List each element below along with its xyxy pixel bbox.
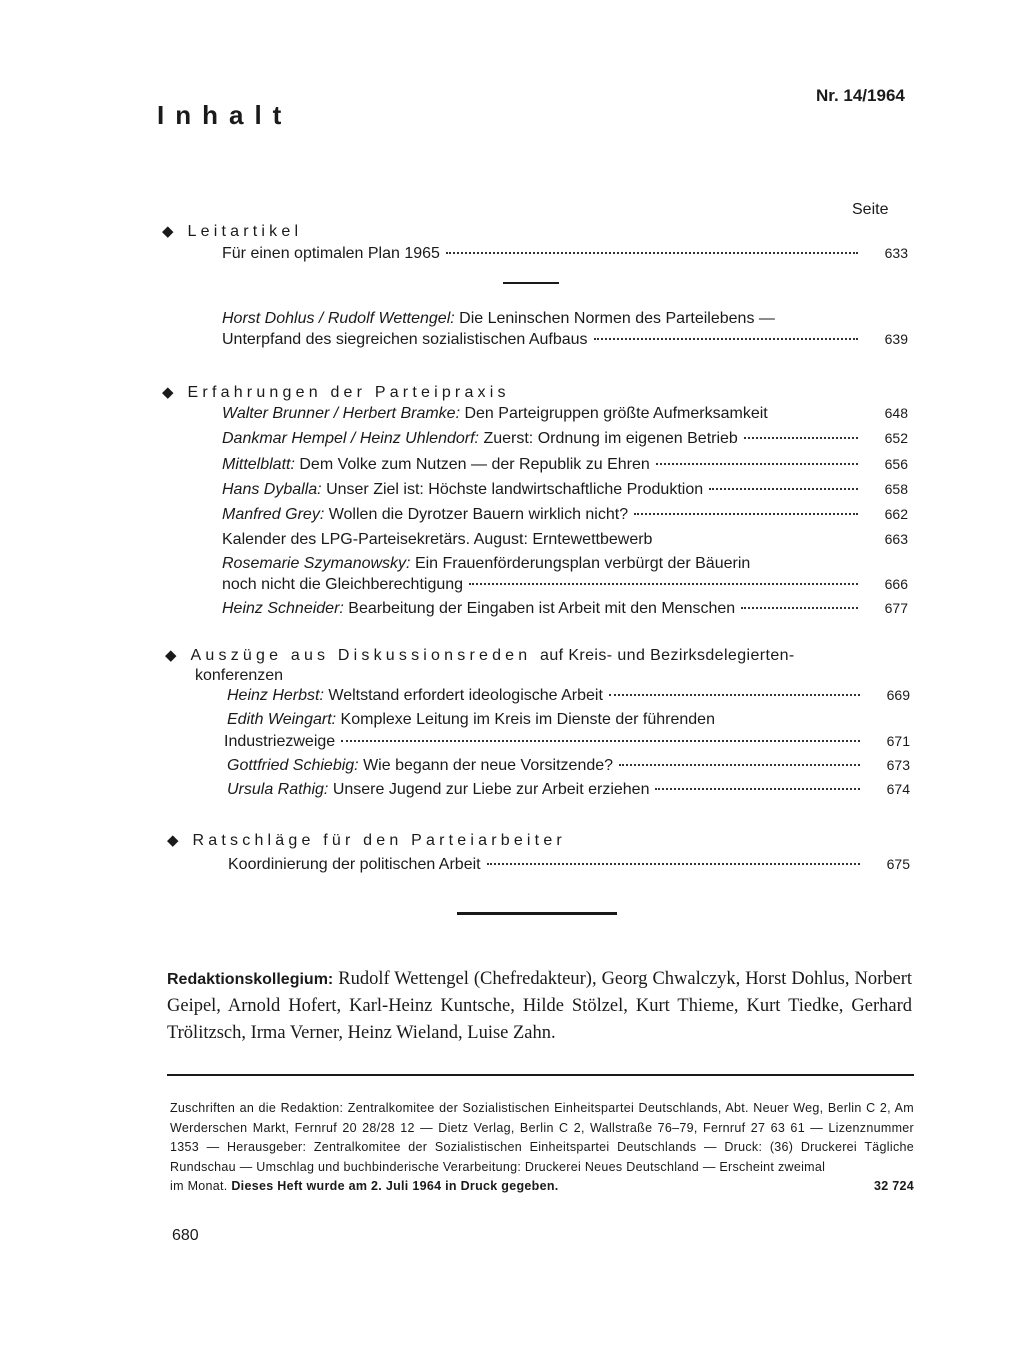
toc-entry[interactable] (222, 430, 908, 448)
entry-author: Ursula Rathig: (227, 781, 329, 798)
section-heading-ratschlaege (167, 831, 566, 850)
entry-title: Kalender des LPG-Parteisekretärs. August: Erntewettbewerb (222, 531, 653, 548)
entry-author: Edith Weingart: (227, 711, 337, 728)
entry-page: 669 (886, 687, 910, 703)
print-code: 32 724 (873, 1179, 914, 1193)
toc-entry[interactable] (227, 781, 910, 799)
entry-page: 652 (884, 430, 908, 446)
entry-page: 656 (884, 456, 908, 472)
editorial-members: Rudolf Wettengel (Chefredakteur), Georg Chwalczyk, Horst Dohlus, Norbert Geipel, Arnold Hofert, Karl-Heinz Kuntsche, Hilde Stölzel, Kurt Thieme, Kurt Tiedke, Gerhard Trölitzsch, Irma Verner, Heinz Wieland, Luise Zahn. (167, 969, 912, 1043)
diamond-bullet-icon: ◆ (162, 384, 174, 401)
entry-page: 666 (884, 576, 908, 592)
toc-entry[interactable] (222, 531, 908, 549)
entry-author: Hans Dyballa: (222, 481, 322, 498)
diamond-bullet-icon: ◆ (167, 832, 179, 849)
editorial-board (167, 966, 912, 1047)
toc-entry[interactable] (222, 456, 908, 474)
entry-title: Unsere Jugend zur Liebe zur Arbeit erziehen (332, 781, 650, 798)
entry-title: Bearbeitung der Eingaben ist Arbeit mit den Menschen (348, 600, 736, 617)
entry-author: Manfred Grey: (222, 506, 325, 523)
dot-leader (634, 513, 858, 515)
diamond-bullet-icon: ◆ (165, 647, 177, 664)
entry-author: Horst Dohlus / Rudolf Wettengel: (222, 310, 455, 327)
entry-author: Heinz Herbst: (227, 687, 324, 704)
toc-entry-line1[interactable] (227, 711, 715, 729)
entry-title: Zuerst: Ordnung im eigenen Betrieb (483, 430, 738, 447)
toc-entry[interactable] (228, 856, 910, 874)
dot-leader (594, 338, 858, 340)
dot-leader (469, 583, 858, 585)
entry-page: 674 (886, 781, 910, 797)
toc-entry[interactable] (222, 506, 908, 524)
dot-leader (619, 764, 860, 766)
page-number: 680 (172, 1227, 199, 1244)
entry-title: Koordinierung der politischen Arbeit (228, 856, 481, 873)
toc-entry-line1[interactable] (222, 555, 862, 573)
toc-entry[interactable] (224, 733, 910, 751)
entry-title: Komplexe Leitung im Kreis im Dienste der führenden (340, 711, 715, 728)
imprint-last-line (170, 1177, 914, 1197)
imprint-text-end: im Monat. (170, 1179, 228, 1193)
dot-leader (609, 694, 860, 696)
section-title-rest: auf Kreis- und Bezirksdelegierten- (540, 647, 795, 664)
entry-page: 639 (884, 331, 908, 347)
imprint (170, 1099, 914, 1197)
imprint-text: Zuschriften an die Redaktion: Zentralkomitee der Sozialistischen Einheitspartei Deutschlands, Abt. Neuer Weg, Berlin C 2, Am Werderschen Markt, Fernruf 20 28/28 12 — Dietz Verlag, Berlin C 2, Wallstraße 76–79, Fernruf 27 63 61 — Lizenznummer 1353 — Herausgeber: Zentralkomitee der Sozialistischen Einheitspartei Deutschlands — Druck: (36) Druckerei Tägliche Rundschau — Umschlag und buchbinderische Verarbeitung: Druckerei Neues Deutschland — Erscheint zweimal (170, 1101, 914, 1174)
entry-page: 662 (884, 506, 908, 522)
toc-entry-line1[interactable] (222, 310, 775, 328)
entry-page: 658 (884, 481, 908, 497)
entry-author: Walter Brunner / Herbert Bramke: (222, 405, 461, 422)
entry-author: Heinz Schneider: (222, 600, 344, 617)
entry-page: 673 (886, 757, 910, 773)
entry-page: 677 (884, 600, 908, 616)
entry-page: 648 (884, 405, 908, 421)
toc-entry[interactable] (227, 687, 910, 705)
dot-leader (446, 252, 858, 254)
section-heading-erfahrungen (162, 383, 510, 402)
section-heading-leitartikel (162, 222, 302, 241)
diamond-bullet-icon: ◆ (162, 223, 174, 240)
entry-author: Gottfried Schiebig: (227, 757, 359, 774)
entry-title: Dem Volke zum Nutzen — der Republik zu Ehren (299, 456, 650, 473)
entry-page: 671 (886, 733, 910, 749)
divider (457, 912, 617, 915)
section-heading-auszuege (165, 646, 795, 665)
entry-author: Rosemarie Szymanowsky: (222, 555, 411, 572)
page-title: Inhalt (157, 100, 293, 130)
toc-entry[interactable] (222, 600, 908, 618)
entry-title: Für einen optimalen Plan 1965 (222, 245, 440, 262)
entry-author: Dankmar Hempel / Heinz Uhlendorf: (222, 430, 479, 447)
section-title: Ratschläge für den Parteiarbeiter (192, 832, 566, 849)
dot-leader (655, 788, 860, 790)
dot-leader (709, 488, 858, 490)
dot-leader (741, 607, 858, 609)
toc-entry[interactable] (222, 245, 908, 263)
print-note: Dieses Heft wurde am 2. Juli 1964 in Druck gegeben. (231, 1179, 559, 1193)
toc-entry[interactable] (227, 757, 910, 775)
divider (167, 1074, 914, 1076)
entry-title: Die Leninschen Normen des Parteilebens — (459, 310, 775, 327)
entry-title: Unser Ziel ist: Höchste landwirtschaftliche Produktion (326, 481, 704, 498)
section-title: Leitartikel (187, 223, 303, 240)
toc-entry[interactable] (222, 576, 908, 594)
section-title: Erfahrungen der Parteipraxis (187, 384, 510, 401)
entry-author: Mittelblatt: (222, 456, 295, 473)
divider (503, 282, 559, 284)
entry-title-cont: Industriezweige (224, 733, 336, 750)
entry-title: Ein Frauenförderungsplan verbürgt der Bäuerin (414, 555, 751, 572)
entry-page: 675 (886, 856, 910, 872)
issue-number: Nr. 14/1964 (816, 86, 905, 105)
dot-leader (656, 463, 858, 465)
entry-title: Wie begann der neue Vorsitzende? (363, 757, 614, 774)
dot-leader (341, 740, 860, 742)
entry-page: 663 (884, 531, 908, 547)
entry-title-cont: noch nicht die Gleichberechtigung (222, 576, 464, 593)
dot-leader (487, 863, 860, 865)
entry-title: Wollen die Dyrotzer Bauern wirklich nicht? (328, 506, 629, 523)
editorial-label: Redaktionskollegium: (167, 971, 334, 988)
toc-entry[interactable] (222, 481, 908, 499)
toc-entry[interactable] (222, 331, 908, 349)
entry-title-cont: Unterpfand des siegreichen sozialistischen Aufbaus (222, 331, 588, 348)
entry-title: Den Parteigruppen größte Aufmerksamkeit (464, 405, 768, 422)
entry-title: Weltstand erfordert ideologische Arbeit (328, 687, 603, 704)
section-title: Auszüge aus Diskussionsreden (190, 647, 532, 664)
dot-leader (744, 437, 858, 439)
section-title-cont: konferenzen (195, 667, 284, 684)
entry-page: 633 (884, 245, 908, 261)
toc-entry[interactable] (222, 405, 908, 423)
page-column-label: Seite (852, 201, 889, 218)
